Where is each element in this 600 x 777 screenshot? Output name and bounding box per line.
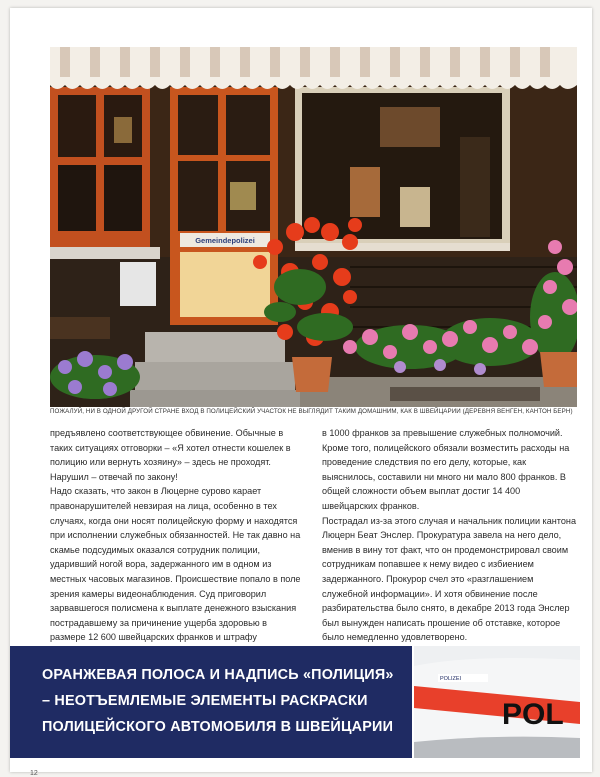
- right-column: [322, 426, 576, 645]
- pull-quote-banner: [10, 646, 412, 758]
- page-number: 12: [30, 770, 38, 777]
- police-car-photo: [414, 646, 580, 758]
- banner-text: ОРАНЖЕВАЯ ПОЛОСА И НАДПИСЬ «ПОЛИЦИЯ» – НЕОТЪЕМЛЕМЫЕ ЭЛЕМЕНТЫ РАСКРАСКИ ПОЛИЦЕЙСКОГО АВТОМОБИЛЯ В ШВЕЙЦАРИИ: [42, 667, 394, 735]
- paragraph: Надо сказать, что закон в Люцерне сурово карает правонарушителей невзирая на лица, особенно в тех случаях, когда они носят полицейскую форму и находятся при исполнении служебных обязанностей. Не так давно на скамье подсудимых оказался сотрудник полиции, ударивший ногой вора, задержанного им в одном из местных часовых магазинов. Происшествие попало в поле зрения камеры видеонаблюдения. Суд приговорил зарвавшегося полисмена к выплате денежного взыскания пострадавшему за причинение ущерба здоровью в размере 12 600 швейцарских франков и штрафу: [50, 486, 301, 643]
- paragraph: Пострадал из-за этого случая и начальник полиции кантона Люцерн Беат Энслер. Прокуратура завела на него дело, вменив в вину тот факт, что он продемонстрировал своим сотрудникам попавшее к нему видео с избиением задержанного. Прокурор счел это «разглашением служебной информации». И хотя обвинение после разбирательства было снято, в декабре 2013 года Энслер был вынужден написать прошение об отставке, которое было немедленно удовлетворено.: [322, 515, 577, 643]
- car-police-lettering: POL: [502, 698, 564, 731]
- paragraph: предъявлено соответствующее обвинение. Обычные в таких ситуациях отговорки – «Я хотел отнести кошелек в полицию или вернуть хозяину» – здесь не проходят. Нарушил – отвечай по закону!: [50, 428, 291, 482]
- left-column: [50, 426, 304, 645]
- police-station-photo: [50, 47, 577, 407]
- car-badge-text: POLIZEI: [440, 676, 462, 682]
- paragraph: в 1000 франков за превышение служебных полномочий. Кроме того, полицейского обязали возместить расходы на проведение следствия по его делу, которые, как выяснилось, составили ни много ни мало 800 франков. В общей сложности объем выплат достиг 14 400 швейцарских франков.: [322, 428, 570, 511]
- gemeindepolizei-sign: Gemeindepolizei: [195, 236, 255, 245]
- photo-caption: ПОЖАЛУЙ, НИ В ОДНОЙ ДРУГОЙ СТРАНЕ ВХОД В ПОЛИЦЕЙСКИЙ УЧАСТОК НЕ ВЫГЛЯДИТ ТАКИМ ДОМАШНИМ, КАК В ШВЕЙЦАРИИ (ДЕРЕВНЯ ВЕНГЕН, КАНТОН БЕРН): [50, 408, 573, 415]
